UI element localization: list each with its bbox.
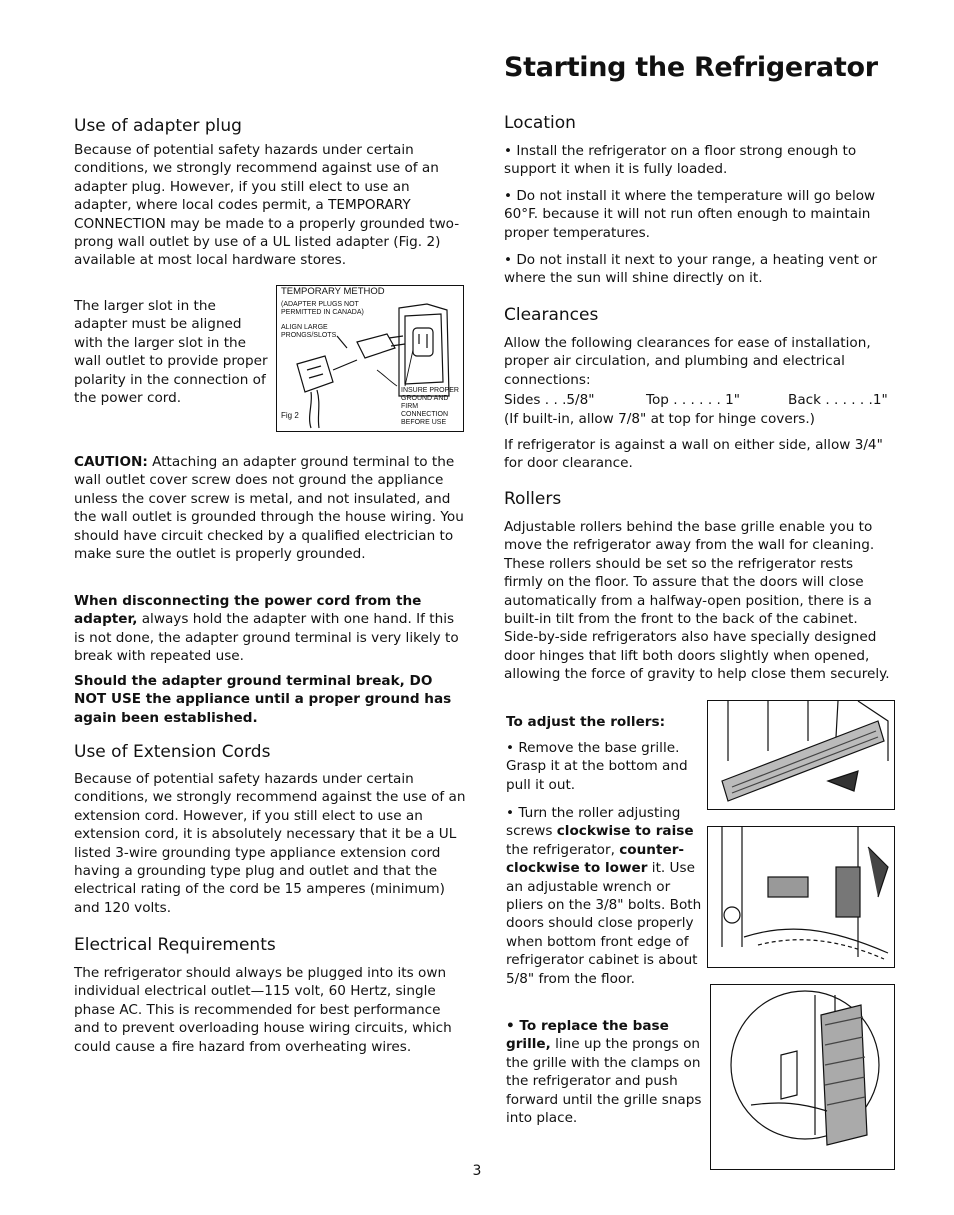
figure-align-label: ALIGN LARGE PRONGS/SLOTS <box>281 324 337 339</box>
rollers-text: Adjustable rollers behind the base grille enable you to move the refrigerator away from the wall for cleaning. These rollers should be set so the refrigerator rests firmly on the floor. To assure that the doors will close automatically from a halfway-open position, there is a built-in tilt from the front to the back of the cabinet. Side-by-side refrigerators also have specially designed door hinges that lift both doors slightly when opened, allowing the force of gravity to help close them securely. <box>504 519 890 683</box>
turn-text-1: • Turn the roller adjusting screws <box>506 805 681 840</box>
turn-text-3: it. Use an adjustable wrench or pliers on the 3/8" bolts. Both doors should close properly when bottom front edge of refrigerator cabinet is about 5/8" from the floor. <box>506 860 702 987</box>
electrical-text: The refrigerator should always be plugged into its own individual electrical outlet—115 volt, 60 Hertz, single phase AC. This is recommended for best performance and to prevent overloading house wiring circuits, which could cause a fire hazard from overheating wires. <box>74 965 452 1055</box>
disconnect-paragraph <box>74 592 466 666</box>
caution-text: Attaching an adapter ground terminal to the wall outlet cover screw does not ground the appliance unless the cover screw is metal, and not insulated, and the wall outlet is grounded through the house wiring. You should have circuit checked by a qualified electrician to make sure the outlet is properly grounded. <box>74 454 464 563</box>
heading-clearances: Clearances <box>504 305 599 325</box>
figure-adapter-plug <box>276 285 464 432</box>
adapter-slot-text: The larger slot in the adapter must be aligned with the larger slot in the wall outlet to provide proper polarity in the connection of the power cord. <box>74 298 268 407</box>
arrow-icon <box>828 771 858 791</box>
disconnect-bold: When disconnecting the power cord from the adapter, <box>74 593 422 628</box>
heading-rollers: Rollers <box>504 489 562 509</box>
location-bullet-3: • Do not install it next to your range, a heating vent or where the sun will shine directly on it. <box>504 252 878 287</box>
figure-adjust-rollers <box>707 826 895 968</box>
clearances-wall: If refrigerator is against a wall on either side, allow 3/4" for door clearance. <box>504 437 883 472</box>
adapter-illustration <box>277 286 463 431</box>
ground-warning: Should the adapter ground terminal break, DO NOT USE the appliance until a proper ground has again been established. <box>74 673 452 726</box>
replace-grille-illustration <box>711 985 894 1169</box>
roller-bracket <box>768 877 808 897</box>
grille-panel <box>821 1005 867 1145</box>
clearances-builtin: (If built-in, allow 7/8" at top for hinge covers.) <box>504 411 815 427</box>
turn-bold-lower: counter-clockwise to lower <box>506 841 685 877</box>
clearances-intro: Allow the following clearances for ease of installation, proper air circulation, and plumbing and electrical connections: <box>504 335 871 388</box>
figure-caption: TEMPORARY METHOD <box>281 286 385 297</box>
clearance-top: Top . . . . . . 1" <box>646 392 741 408</box>
heading-electrical-requirements: Electrical Requirements <box>74 935 276 955</box>
caution-label: CAUTION: <box>74 454 148 470</box>
heading-adapter-plug: Use of adapter plug <box>74 116 242 136</box>
clearance-back: Back . . . . . .1" <box>788 392 888 408</box>
page-title: Starting the Refrigerator <box>504 52 878 83</box>
remove-grille-step: • Remove the base grille. Grasp it at the bottom and pull it out. <box>506 740 688 793</box>
figure-replace-grille <box>710 984 895 1170</box>
heading-extension-cords: Use of Extension Cords <box>74 742 271 762</box>
location-bullet-1: • Install the refrigerator on a floor strong enough to support it when it is fully loaded. <box>504 143 857 178</box>
base-grille <box>722 721 884 801</box>
caution-paragraph <box>74 453 466 563</box>
disconnect-text: always hold the adapter with one hand. If this is not done, the adapter ground terminal is very likely to break with repeated use. <box>74 611 459 665</box>
clearance-sides: Sides . . .5/8" <box>504 392 595 408</box>
power-cord <box>310 392 312 428</box>
location-bullet-2: • Do not install it where the temperature will go below 60°F. because it will not run often enough to maintain proper temperatures. <box>504 188 876 241</box>
replace-text: line up the prongs on the grille with the clamps on the refrigerator and push forward until the grille snaps into place. <box>506 1036 702 1127</box>
heading-location: Location <box>504 113 576 133</box>
turn-bold-raise: clockwise to raise <box>556 823 694 840</box>
figure-insure-label: INSURE PROPER GROUND AND FIRM CONNECTION BEFORE USE <box>401 387 459 426</box>
figure-remove-grille <box>707 700 895 810</box>
roller-wheel <box>724 907 740 923</box>
adjusting-screw <box>836 867 860 917</box>
adjust-rollers-heading: To adjust the rollers: <box>506 714 666 730</box>
remove-grille-illustration <box>708 701 894 809</box>
replace-grille-step <box>506 1017 702 1127</box>
turn-screws-step <box>506 804 702 988</box>
replace-bold: • To replace the base grille, <box>506 1018 669 1053</box>
outlet-socket <box>413 328 433 356</box>
plug-body <box>297 356 333 392</box>
adapter-intro-text: Because of potential safety hazards under certain conditions, we strongly recommend against use of an adapter plug. However, if you still elect to use an adapter, where local codes permit, a TEMPORARY CONNECTION may be made to a properly grounded two-prong wall outlet by use of a UL listed adapter (Fig. 2) available at most local hardware stores. <box>74 142 460 269</box>
page-number: 3 <box>472 1163 482 1179</box>
figure-note: (ADAPTER PLUGS NOT PERMITTED IN CANADA) <box>281 301 364 316</box>
extension-text: Because of potential safety hazards under certain conditions, we strongly recommend against the use of an extension cord. However, if you still elect to use an extension cord, it is absolutely necessary that it be a UL listed 3-wire grounding type appliance extension cord having a grounding type plug and outlet and that the electrical rating of the cord be 15 amperes (minimum) and 120 volts. <box>74 771 466 916</box>
adjust-rollers-illustration <box>708 827 894 967</box>
figure-number-label: Fig 2 <box>281 411 299 420</box>
turn-text-2: the refrigerator, <box>506 841 620 858</box>
